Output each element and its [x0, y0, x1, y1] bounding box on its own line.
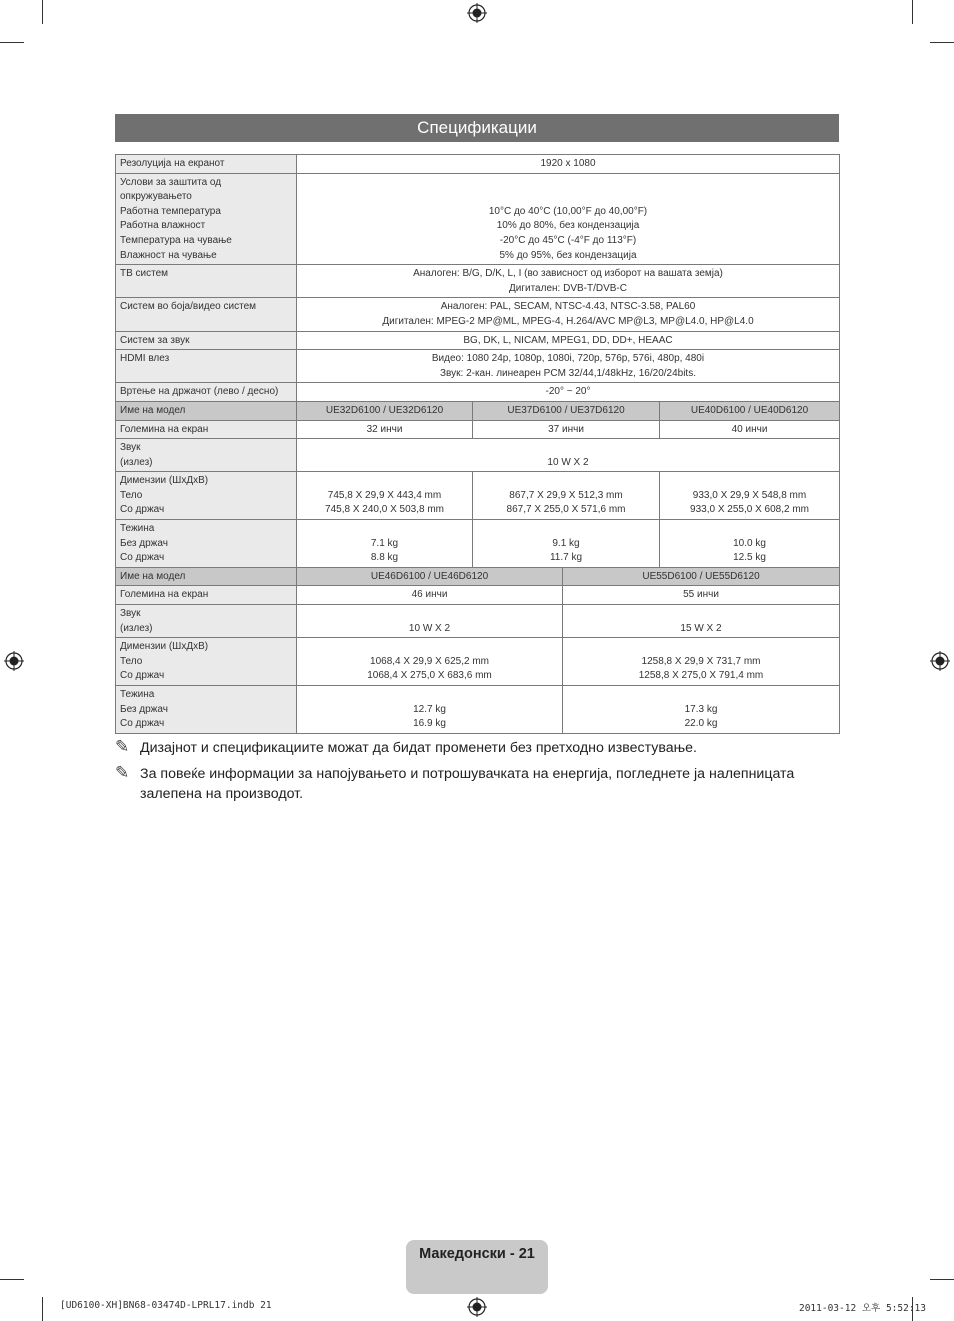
registration-mark-icon	[467, 3, 487, 23]
spec-label: Име на модел	[116, 567, 297, 586]
page-number-tab	[406, 1240, 548, 1294]
table-row	[116, 638, 840, 686]
table-row	[116, 586, 840, 605]
spec-label: Систем за звук	[116, 331, 297, 350]
spec-label: Резолуција на екранот	[116, 155, 297, 174]
table-row	[116, 472, 840, 520]
table-row	[116, 265, 840, 298]
spec-value: 9.1 kg 11.7 kg	[473, 520, 660, 568]
spec-value: 10 W X 2	[297, 439, 840, 472]
table-row	[116, 686, 840, 734]
spec-value: 10.0 kg 12.5 kg	[660, 520, 840, 568]
spec-value: 7.1 kg 8.8 kg	[297, 520, 473, 568]
model-name: UE37D6100 / UE37D6120	[473, 401, 660, 420]
table-row	[116, 520, 840, 568]
crop-mark	[930, 1279, 954, 1280]
spec-value: Аналоген: PAL, SECAM, NTSC-4.43, NTSC-3.58, PAL60 Дигитален: MPEG-2 MP@ML, MPEG-4, H.264/AVC MP@L3, MP@L4.0, HP@L4.0	[297, 298, 840, 331]
table-row-model	[116, 567, 840, 586]
spec-value: 46 инчи	[297, 586, 563, 605]
spec-value: Видео: 1080 24p, 1080p, 1080i, 720p, 576p, 576i, 480p, 480i Звук: 2-кан. линеарен PCM 32/44,1/48kHz, 16/20/24bits.	[297, 350, 840, 383]
specifications-table	[115, 154, 840, 734]
spec-value: BG, DK, L, NICAM, MPEG1, DD, DD+, HEAAC	[297, 331, 840, 350]
spec-label: Име на модел	[116, 401, 297, 420]
pencil-icon: ✎	[115, 737, 130, 756]
pencil-icon: ✎	[115, 763, 130, 782]
spec-value: 10°C до 40°C (10,00°F до 40,00°F) 10% до 80%, без кондензација -20°C до 45°C (-4°F до 113°F) 5% до 95%, без кондензација	[297, 173, 840, 265]
spec-value: 1068,4 X 29,9 X 625,2 mm 1068,4 X 275,0 X 683,6 mm	[297, 638, 563, 686]
model-name: UE40D6100 / UE40D6120	[660, 401, 840, 420]
spec-value: 37 инчи	[473, 420, 660, 439]
spec-value: 12.7 kg 16.9 kg	[297, 686, 563, 734]
table-row	[116, 331, 840, 350]
model-name: UE46D6100 / UE46D6120	[297, 567, 563, 586]
table-row	[116, 383, 840, 402]
spec-label: HDMI влез	[116, 350, 297, 383]
registration-mark-icon	[4, 651, 24, 671]
table-row	[116, 605, 840, 638]
spec-value: 10 W X 2	[297, 605, 563, 638]
spec-label: Тежина Без држач Со држач	[116, 520, 297, 568]
spec-label: Големина на екран	[116, 586, 297, 605]
spec-value: -20° ~ 20°	[297, 383, 840, 402]
page-number: Македонски - 21	[419, 1246, 535, 1262]
spec-value: 745,8 X 29,9 X 443,4 mm 745,8 X 240,0 X 503,8 mm	[297, 472, 473, 520]
spec-value: 32 инчи	[297, 420, 473, 439]
spec-label: Големина на екран	[116, 420, 297, 439]
spec-value: 867,7 X 29,9 X 512,3 mm 867,7 X 255,0 X 571,6 mm	[473, 472, 660, 520]
table-row	[116, 439, 840, 472]
crop-mark	[912, 0, 913, 24]
registration-mark-icon	[467, 1297, 487, 1317]
registration-mark-icon	[930, 651, 950, 671]
print-slug-right: 2011-03-12 오후 5:52:13	[798, 1303, 926, 1314]
table-row	[116, 173, 840, 265]
spec-value: 40 инчи	[660, 420, 840, 439]
spec-label: Систем во боја/видео систем	[116, 298, 297, 331]
model-name: UE55D6100 / UE55D6120	[563, 567, 840, 586]
spec-label: Звук (излез)	[116, 605, 297, 638]
note-item: ✎ Дизајнот и спецификациите можат да бидат променети без претходно известување.	[115, 737, 697, 756]
table-row	[116, 350, 840, 383]
spec-label: Звук (излез)	[116, 439, 297, 472]
spec-label: Вртење на држачот (лево / десно)	[116, 383, 297, 402]
spec-value: 933,0 X 29,9 X 548,8 mm 933,0 X 255,0 X 608,2 mm	[660, 472, 840, 520]
notes	[115, 738, 839, 810]
spec-value: 1920 x 1080	[297, 155, 840, 174]
spec-label: Димензии (ШхДхВ) Тело Со држач	[116, 638, 297, 686]
spec-label: Услови за заштита од опкружувањето Работна температура Работна влажност Температура на чување Влажност на чување	[116, 173, 297, 265]
model-name: UE32D6100 / UE32D6120	[297, 401, 473, 420]
spec-label: Тежина Без држач Со држач	[116, 686, 297, 734]
spec-value: 17.3 kg 22.0 kg	[563, 686, 840, 734]
crop-mark	[42, 1297, 43, 1321]
table-row-model	[116, 401, 840, 420]
spec-label: Димензии (ШхДхВ) Тело Со држач	[116, 472, 297, 520]
crop-mark	[930, 42, 954, 43]
spec-label: ТВ систем	[116, 265, 297, 298]
table-row	[116, 298, 840, 331]
table-row	[116, 420, 840, 439]
crop-mark	[42, 0, 43, 24]
table-row	[116, 155, 840, 174]
spec-value: 15 W X 2	[563, 605, 840, 638]
section-title: Спецификации	[115, 114, 839, 142]
note-item: ✎ За повеќе информации за напојувањето и потрошувачката на енергија, погледнете ја налепницата залепена на производот.	[115, 763, 795, 802]
spec-value: 1258,8 X 29,9 X 731,7 mm 1258,8 X 275,0 X 791,4 mm	[563, 638, 840, 686]
crop-mark	[0, 42, 24, 43]
print-slug-left: [UD6100-XH]BN68-03474D-LPRL17.indb 21	[60, 1300, 272, 1311]
crop-mark	[0, 1279, 24, 1280]
spec-value: Аналоген: B/G, D/K, L, I (во зависност од изборот на вашата земја) Дигитален: DVB-T/DVB-C	[297, 265, 840, 298]
spec-value: 55 инчи	[563, 586, 840, 605]
